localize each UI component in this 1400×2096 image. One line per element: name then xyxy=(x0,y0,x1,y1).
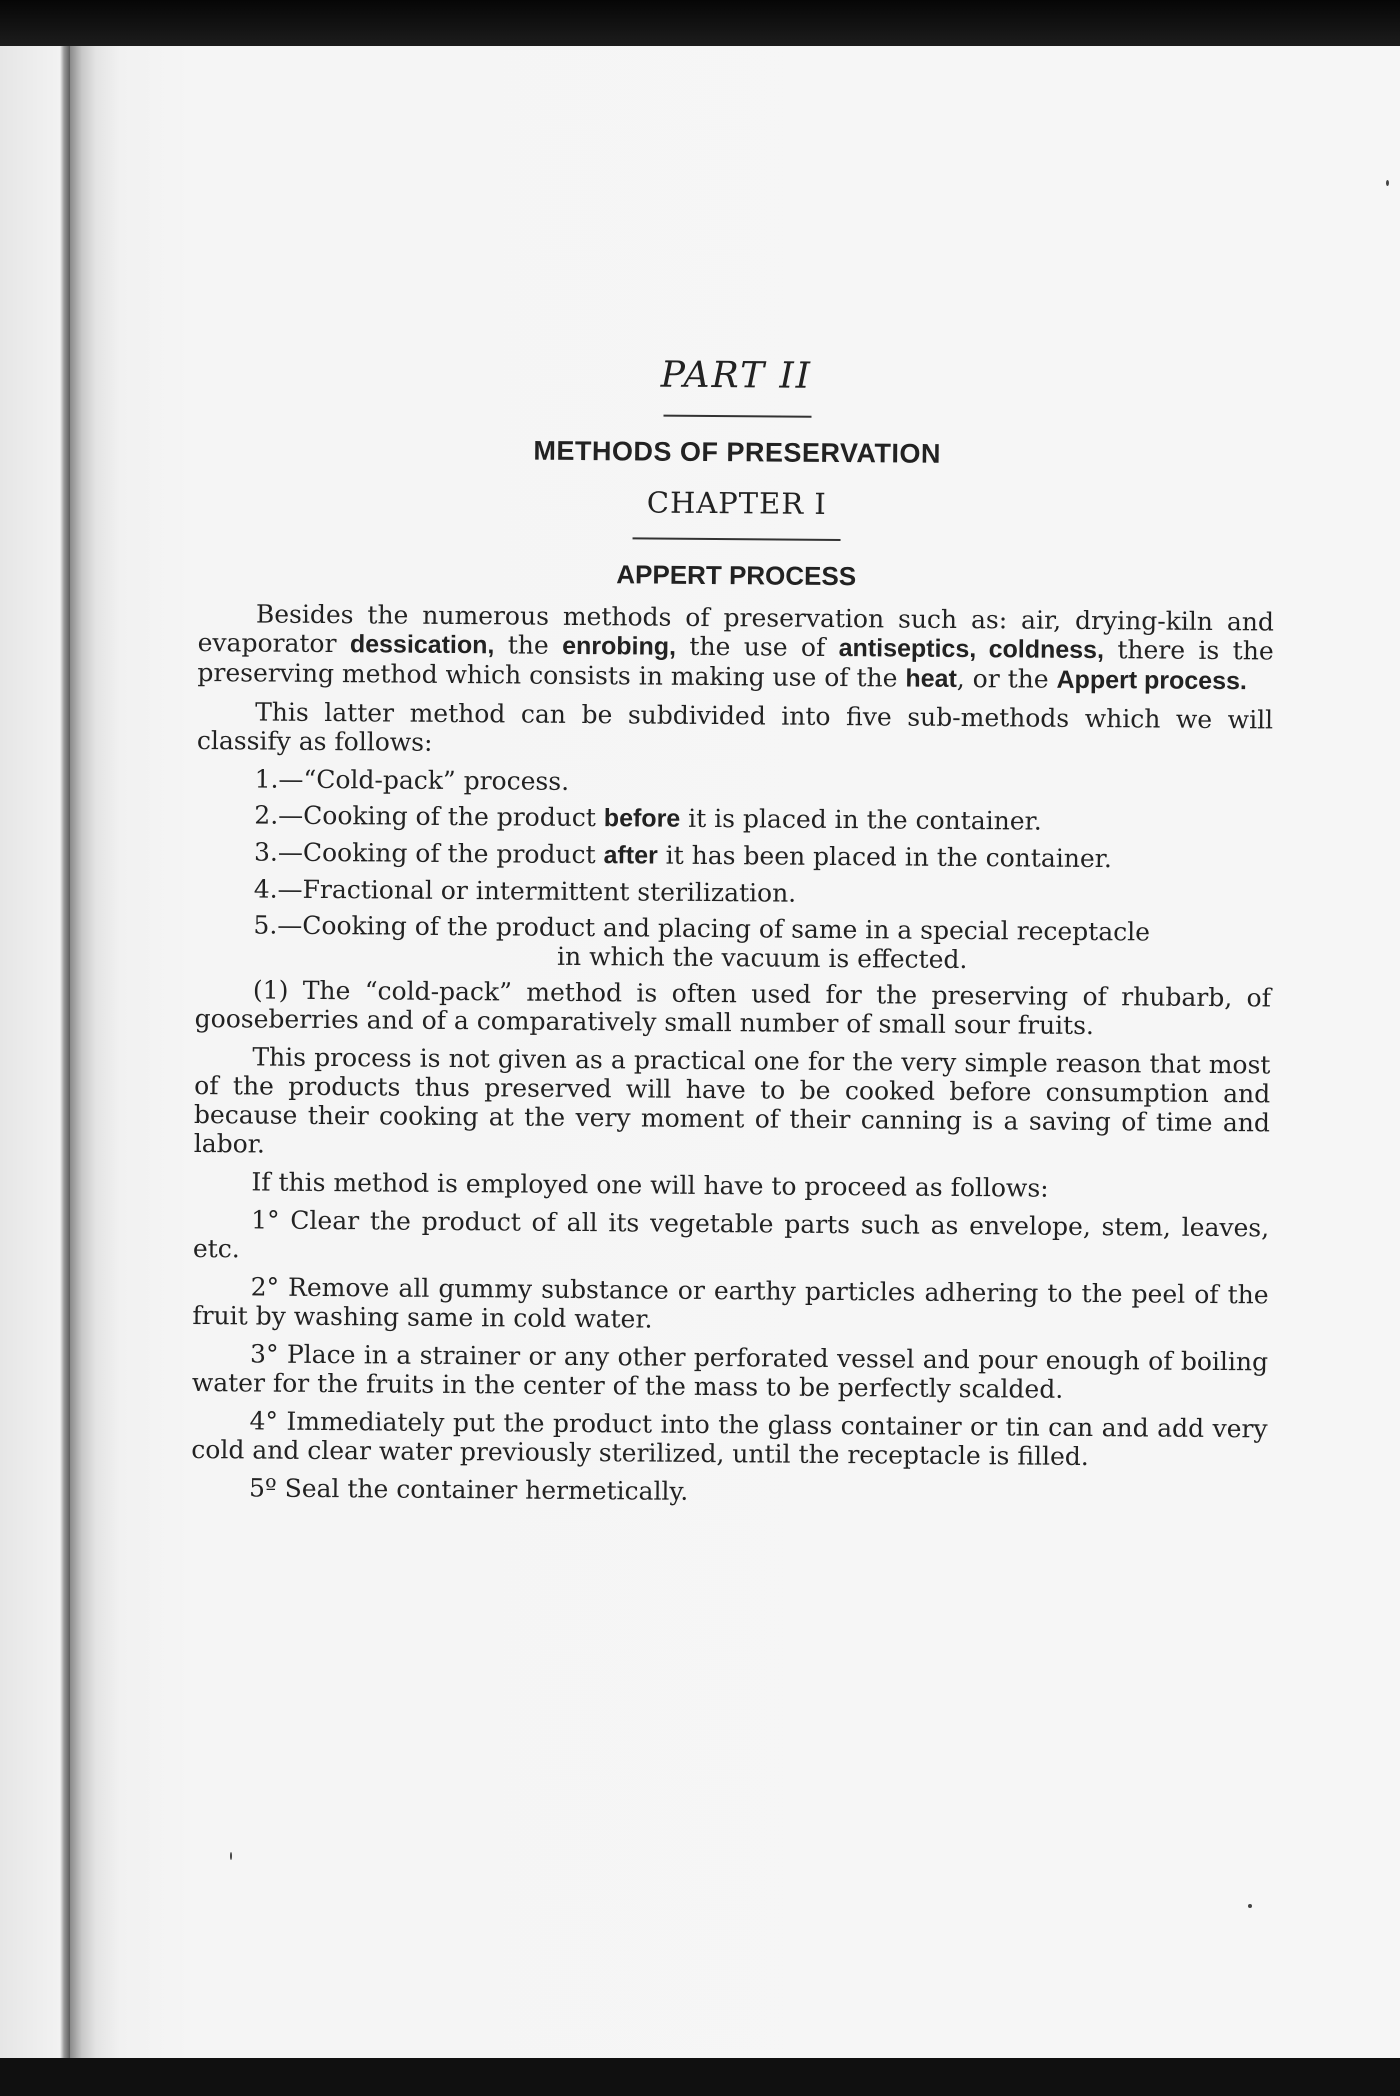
step-item: 2° Remove all gummy substance or earthy particles adhering to the peel of the fruit by washing same in cold water. xyxy=(192,1272,1269,1334)
bold-term: heat xyxy=(905,664,957,694)
paragraph-procedure: If this method is employed one will have to proceed as follows: xyxy=(251,1167,1049,1203)
text-run: it is placed in the container. xyxy=(680,803,1042,836)
text-run: 3.—Cooking of the product xyxy=(253,837,604,870)
text-run: there is the preserving method which consists in making use of the xyxy=(197,635,1274,693)
list-item: 1.—“Cold-pack” process. xyxy=(254,764,570,797)
chapter-title: CHAPTER I xyxy=(646,485,827,522)
text-run: it has been placed in the container. xyxy=(657,840,1112,874)
paragraph-subdivision: This latter method can be subdivided into five sub-methods which we will classify as follows: xyxy=(196,697,1274,758)
list-item: 5.—Cooking of the product and placing of same in a special receptacle xyxy=(253,910,1151,947)
title-rule xyxy=(663,415,811,418)
scan-bottom-border xyxy=(0,2058,1400,2096)
step-item: 3° Place in a strainer or any other perforated vessel and pour enough of boiling water for the fruits in the center of the mass to be perfectly scalded. xyxy=(191,1339,1269,1404)
step-item: 5º Seal the container hermetically. xyxy=(248,1473,689,1507)
bold-term: enrobing, xyxy=(562,632,677,661)
text-run: the xyxy=(494,630,563,661)
bold-term: after xyxy=(603,841,658,870)
step-item: 1° Clear the product of all its vegetable parts such as envelope, stem, leaves, etc. xyxy=(192,1205,1270,1264)
facing-page-edge xyxy=(0,46,70,2058)
section-heading: METHODS OF PRESERVATION xyxy=(533,435,942,470)
scan-speck xyxy=(1248,1904,1252,1908)
text-run: 2.—Cooking of the product xyxy=(254,800,604,833)
scan-top-border xyxy=(0,0,1400,46)
bold-term: before xyxy=(603,804,681,833)
text-run: , or the xyxy=(956,664,1057,694)
text-run: Besides the numerous methods of preservation such as: air, drying-kiln and evaporator xyxy=(197,599,1275,659)
bold-term: Appert process. xyxy=(1056,665,1248,696)
paragraph-cold-pack: (1) The “cold-pack” method is often used for the preserving of rhubarb, of gooseberries and of a comparatively small number of small sour fruits. xyxy=(194,975,1272,1041)
subsection-heading: APPERT PROCESS xyxy=(616,559,857,592)
scan-speck xyxy=(230,1852,232,1860)
paragraph-intro xyxy=(197,599,1274,696)
list-item xyxy=(196,837,1272,875)
bold-term: antiseptics, coldness, xyxy=(838,634,1105,665)
bold-term: dessication, xyxy=(349,630,495,660)
text-run: the use of xyxy=(675,631,839,663)
list-item: 4.—Fractional or intermittent sterilization. xyxy=(253,874,797,908)
list-item xyxy=(196,800,1272,838)
step-item: 4° Immediately put the product into the glass container or tin can and add very cold and clear water previously sterilized, until the receptacle is filled. xyxy=(191,1406,1268,1472)
paragraph-practical: This process is not given as a practical one for the very simple reason that most of the products thus preserved will have to be cooked before consumption and because their cooking at the very moment of their canning is a saving of time and labor. xyxy=(193,1042,1271,1159)
part-title: PART II xyxy=(660,354,813,397)
chapter-rule xyxy=(633,538,841,542)
list-item-continuation: in which the vacuum is effected. xyxy=(556,942,968,975)
scan-speck xyxy=(1386,180,1389,186)
page-content xyxy=(191,350,1276,1520)
